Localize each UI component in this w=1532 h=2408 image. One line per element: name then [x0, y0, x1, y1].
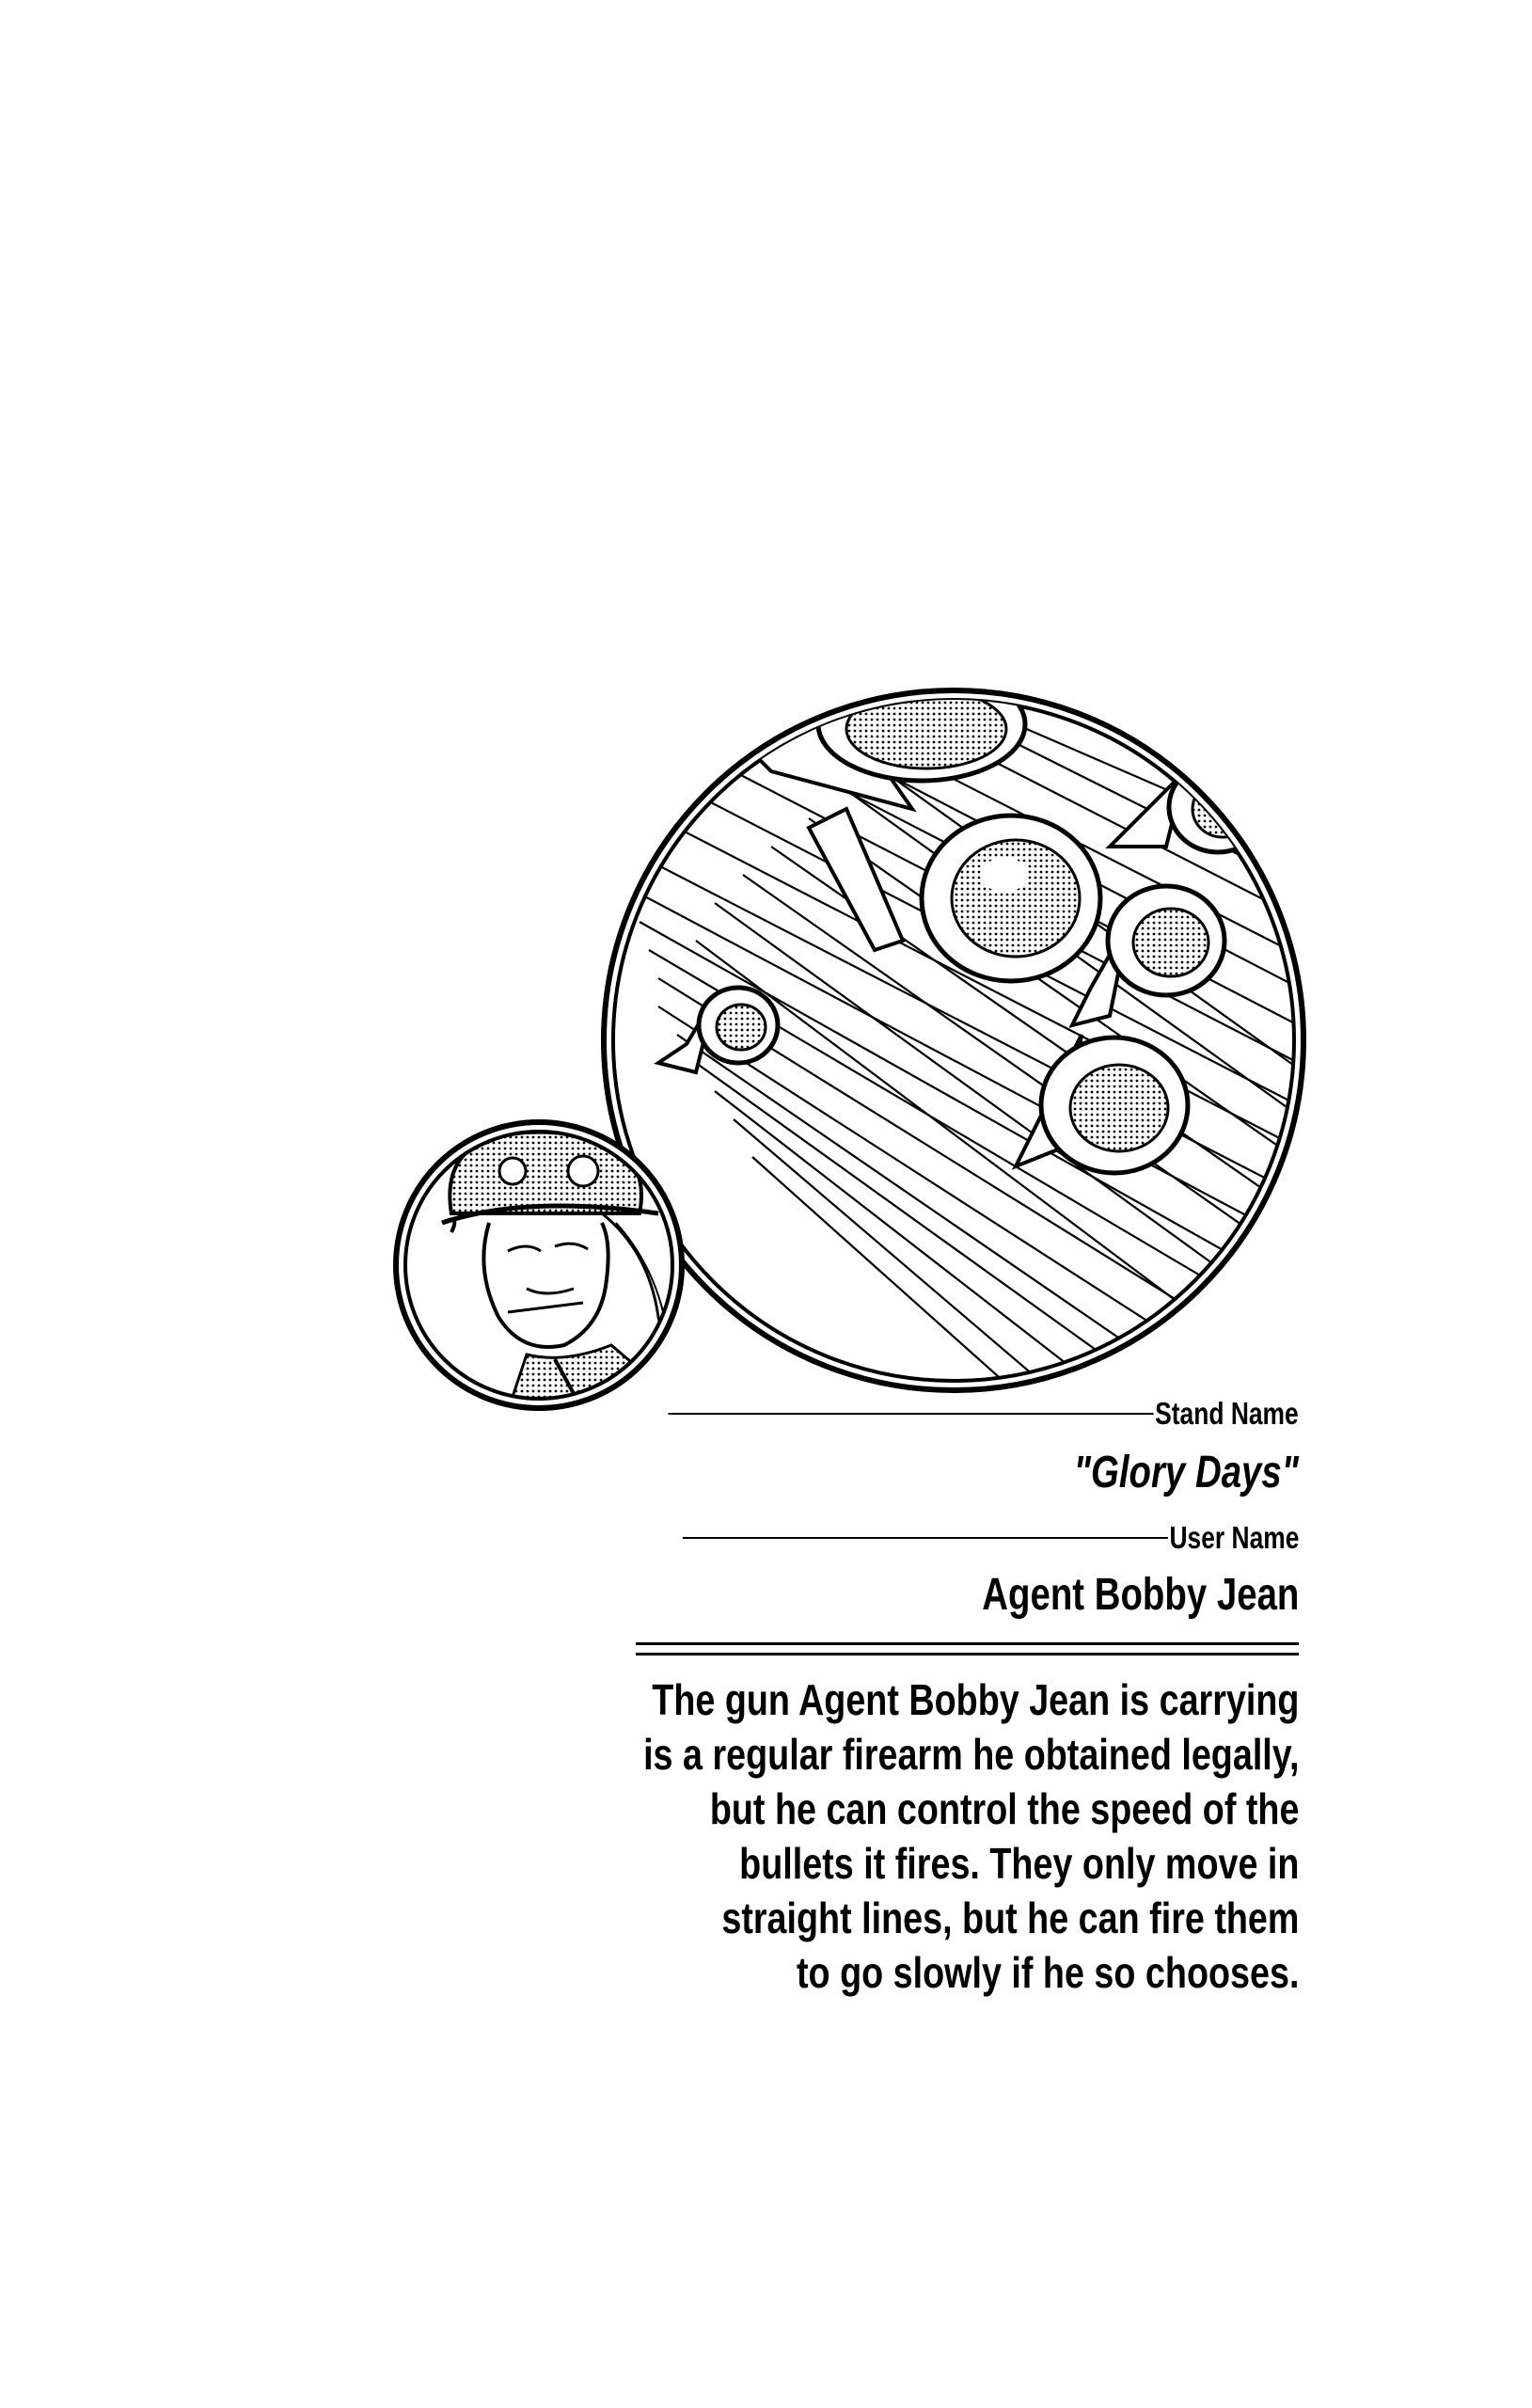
- double-divider: [636, 1642, 1299, 1656]
- user-name-label: User Name: [1169, 1520, 1299, 1555]
- stand-description: [499, 1672, 1299, 2000]
- bullets-illustration-icon: [604, 668, 1317, 1392]
- description-line: but he can control the speed of the: [709, 1784, 1299, 1833]
- portrait-illustration-icon: [396, 1122, 682, 1411]
- description-line: bullets it fires. They only move in: [738, 1839, 1299, 1888]
- user-label-rule: [682, 1537, 1167, 1539]
- description-line: straight lines, but he can fire them: [720, 1893, 1299, 1942]
- stand-name-label: Stand Name: [1155, 1396, 1299, 1431]
- stand-label-rule: [669, 1413, 1154, 1415]
- description-line: to go slowly if he so chooses.: [796, 1948, 1299, 1997]
- stand-name: "Glory Days": [1073, 1448, 1299, 1497]
- user-name-label-row: [682, 1520, 1299, 1556]
- user-name: Agent Bobby Jean: [981, 1570, 1299, 1620]
- description-line: The gun Agent Bobby Jean is carrying: [651, 1675, 1299, 1724]
- stand-name-label-row: [669, 1396, 1299, 1432]
- description-line: is a regular firearm he obtained legally,: [642, 1730, 1299, 1779]
